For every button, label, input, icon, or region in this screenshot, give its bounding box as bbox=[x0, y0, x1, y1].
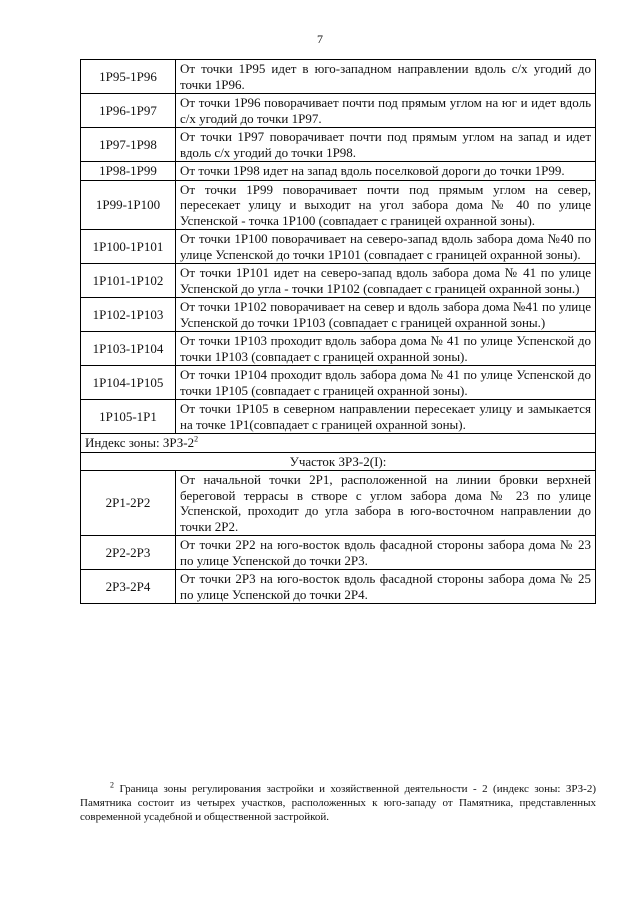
section-row bbox=[81, 452, 596, 471]
segment-description: От точки 1Р104 проходит вдоль забора дома № 41 по улице Успенской до точки 1Р105 (совпадает с границей охранной зоны). bbox=[176, 366, 596, 400]
segment-code: 1Р101-1Р102 bbox=[81, 264, 176, 298]
segment-description: От точки 1Р99 поворачивает почти под прямым углом на север, пересекает улицу и выходит на угол забора дома № 40 по улице Успенской - точка 1Р100 (совпадает с границей охранной зоны). bbox=[176, 180, 596, 230]
zone-index-label: Индекс зоны: ЗРЗ-2 bbox=[85, 435, 195, 450]
segment-code: 1Р96-1Р97 bbox=[81, 94, 176, 128]
segment-description: От точки 1Р95 идет в юго-западном направлении вдоль с/х угодий до точки 1Р96. bbox=[176, 60, 596, 94]
segment-code: 1Р99-1Р100 bbox=[81, 180, 176, 230]
segment-description: От точки 1Р98 идет на запад вдоль поселковой дороги до точки 1Р99. bbox=[176, 162, 596, 181]
zone-index-cell bbox=[81, 434, 596, 453]
segment-description: От точки 1Р101 идет на северо-запад вдоль забора дома № 41 по улице Успенской до угла - точки 1Р102 (совпадает с границей охранной зоны.) bbox=[176, 264, 596, 298]
table-row bbox=[81, 536, 596, 570]
footnote bbox=[80, 782, 596, 824]
section-title: Участок ЗРЗ-2(I): bbox=[81, 452, 596, 471]
segment-code: 1Р102-1Р103 bbox=[81, 298, 176, 332]
segment-description: От точки 1Р105 в северном направлении пересекает улицу и замыкается на точке 1Р1(совпадает с границей охранной зоны). bbox=[176, 400, 596, 434]
segment-code: 1Р104-1Р105 bbox=[81, 366, 176, 400]
table-row bbox=[81, 180, 596, 230]
segment-code: 1Р103-1Р104 bbox=[81, 332, 176, 366]
table-row bbox=[81, 471, 596, 536]
table-row bbox=[81, 264, 596, 298]
segment-code: 1Р105-1Р1 bbox=[81, 400, 176, 434]
table-row bbox=[81, 60, 596, 94]
segment-code: 2Р1-2Р2 bbox=[81, 471, 176, 536]
segment-description: От начальной точки 2Р1, расположенной на линии бровки верхней береговой террасы в створе с углом забора дома № 23 по улице Успенской, проходит до угла забора в юго-восточном направлении до точки 2Р2. bbox=[176, 471, 596, 536]
boundary-description-table bbox=[80, 59, 596, 604]
footnote-mark: 2 bbox=[110, 780, 114, 790]
table-row bbox=[81, 128, 596, 162]
table-row bbox=[81, 230, 596, 264]
table-row bbox=[81, 400, 596, 434]
table-row bbox=[81, 570, 596, 604]
segment-description: От точки 1Р96 поворачивает почти под прямым углом на юг и идет вдоль с/х угодий до точки 1Р97. bbox=[176, 94, 596, 128]
segment-description: От точки 1Р97 поворачивает почти под прямым углом на запад и идет вдоль с/х угодий до точки 1Р98. bbox=[176, 128, 596, 162]
footnote-ref: 2 bbox=[194, 434, 199, 444]
segment-code: 1Р95-1Р96 bbox=[81, 60, 176, 94]
segment-description: От точки 2Р2 на юго-восток вдоль фасадной стороны забора дома № 23 по улице Успенской до точки 2Р3. bbox=[176, 536, 596, 570]
table-row bbox=[81, 366, 596, 400]
segment-description: От точки 1Р102 поворачивает на север и вдоль забора дома №41 по улице Успенской до точки 1Р103 (совпадает с границей охранной зоны.) bbox=[176, 298, 596, 332]
segment-code: 2Р2-2Р3 bbox=[81, 536, 176, 570]
segment-description: От точки 1Р103 проходит вдоль забора дома № 41 по улице Успенской до точки 1Р103 (совпадает с границей охранной зоны). bbox=[176, 332, 596, 366]
page-number: 7 bbox=[317, 32, 323, 46]
segment-code: 1Р100-1Р101 bbox=[81, 230, 176, 264]
segment-description: От точки 2Р3 на юго-восток вдоль фасадной стороны забора дома № 25 по улице Успенской до точки 2Р4. bbox=[176, 570, 596, 604]
table-row bbox=[81, 94, 596, 128]
table-row bbox=[81, 332, 596, 366]
segment-code: 2Р3-2Р4 bbox=[81, 570, 176, 604]
segment-code: 1Р98-1Р99 bbox=[81, 162, 176, 181]
table-row bbox=[81, 298, 596, 332]
footnote-text: Граница зоны регулирования застройки и хозяйственной деятельности - 2 (индекс зоны: ЗРЗ-2) Памятника состоит из четырех участков, расположенных к юго-западу от Памятника, представленных современной усадебной и общественной застройкой. bbox=[80, 783, 596, 823]
segment-description: От точки 1Р100 поворачивает на северо-запад вдоль забора дома №40 по улице Успенской до точки 1Р101 (совпадает с границей охранной зоны). bbox=[176, 230, 596, 264]
segment-code: 1Р97-1Р98 bbox=[81, 128, 176, 162]
zone-index-row bbox=[81, 434, 596, 453]
table-row bbox=[81, 162, 596, 181]
